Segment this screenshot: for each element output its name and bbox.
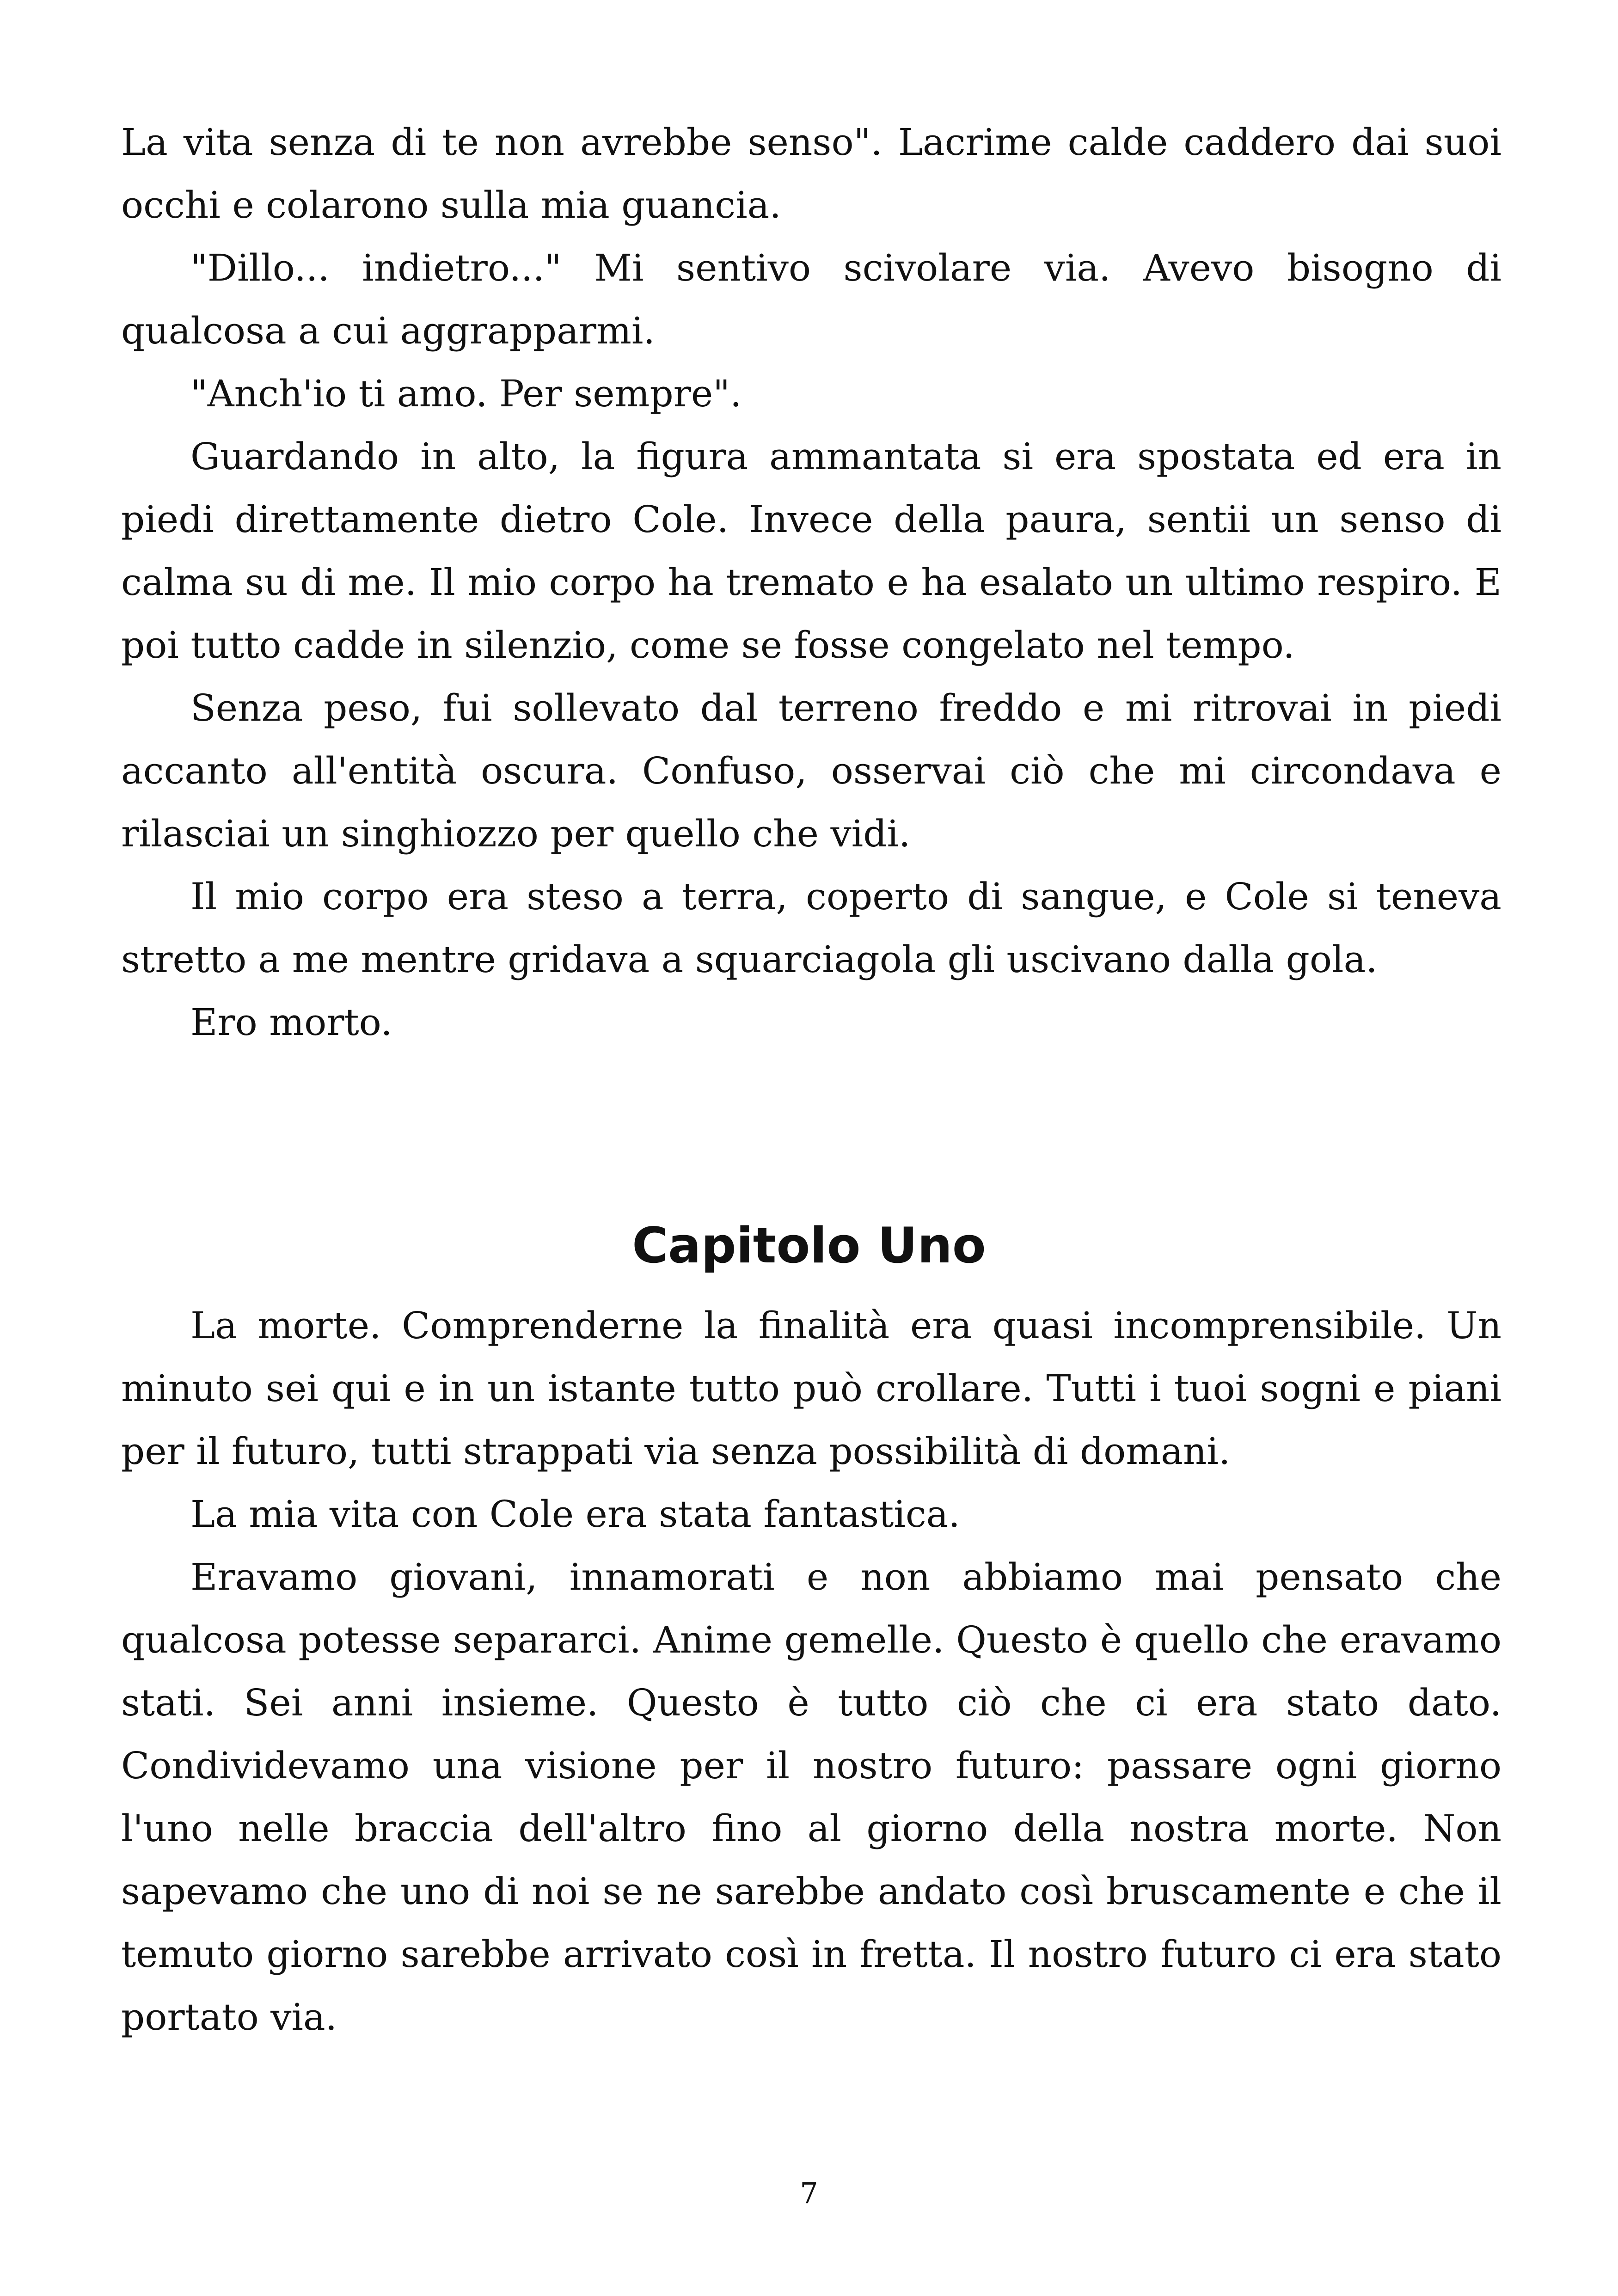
page-number: 7 bbox=[800, 2176, 818, 2210]
paragraph: La mia vita con Cole era stata fantastica. bbox=[190, 1493, 960, 1536]
chapter-title: Capitolo Uno bbox=[632, 1217, 986, 1274]
paragraph: Ero morto. bbox=[190, 1001, 392, 1044]
paragraph: La vita senza di te non avrebbe senso". Lacrime calde caddero dai suoi occhi e colarono sulla mia guancia. bbox=[121, 121, 1502, 227]
chapter-body bbox=[121, 1294, 1502, 2049]
paragraph: "Anch'io ti amo. Per sempre". bbox=[190, 372, 742, 415]
paragraph: "Dillo... indietro..." Mi sentivo scivolare via. Avevo bisogno di qualcosa a cui aggrapparmi. bbox=[121, 246, 1502, 352]
paragraph: La morte. Comprenderne la finalità era quasi incomprensibile. Un minuto sei qui e in un istante tutto può crollare. Tutti i tuoi sogni e piani per il futuro, tutti strappati via senza possibilità di domani. bbox=[121, 1304, 1502, 1473]
paragraph: Senza peso, fui sollevato dal terreno freddo e mi ritrovai in piedi accanto all'entità oscura. Confuso, osservai ciò che mi circondava e rilasciai un singhiozzo per quello che vidi. bbox=[121, 686, 1502, 855]
paragraph: Guardando in alto, la figura ammantata si era spostata ed era in piedi direttamente dietro Cole. Invece della paura, sentii un senso di calma su di me. Il mio corpo ha tremato e ha esalato un ultimo respiro. E poi tutto cadde in silenzio, come se fosse congelato nel tempo. bbox=[121, 435, 1502, 667]
paragraph: Il mio corpo era steso a terra, coperto di sangue, e Cole si teneva stretto a me mentre gridava a squarciagola gli uscivano dalla gola. bbox=[121, 875, 1502, 981]
paragraph: Eravamo giovani, innamorati e non abbiamo mai pensato che qualcosa potesse separarci. Anime gemelle. Questo è quello che eravamo stati. Sei anni insieme. Questo è tutto ciò che ci era stato dato. Condividevamo una visione per il nostro futuro: passare ogni giorno l'uno nelle braccia dell'altro fino al giorno della nostra morte. Non sapevamo che uno di noi se ne sarebbe andato così bruscamente e che il temuto giorno sarebbe arrivato così in fretta. Il nostro futuro ci era stato portato via. bbox=[121, 1555, 1502, 2039]
text-section-before-chapter bbox=[121, 111, 1502, 1054]
